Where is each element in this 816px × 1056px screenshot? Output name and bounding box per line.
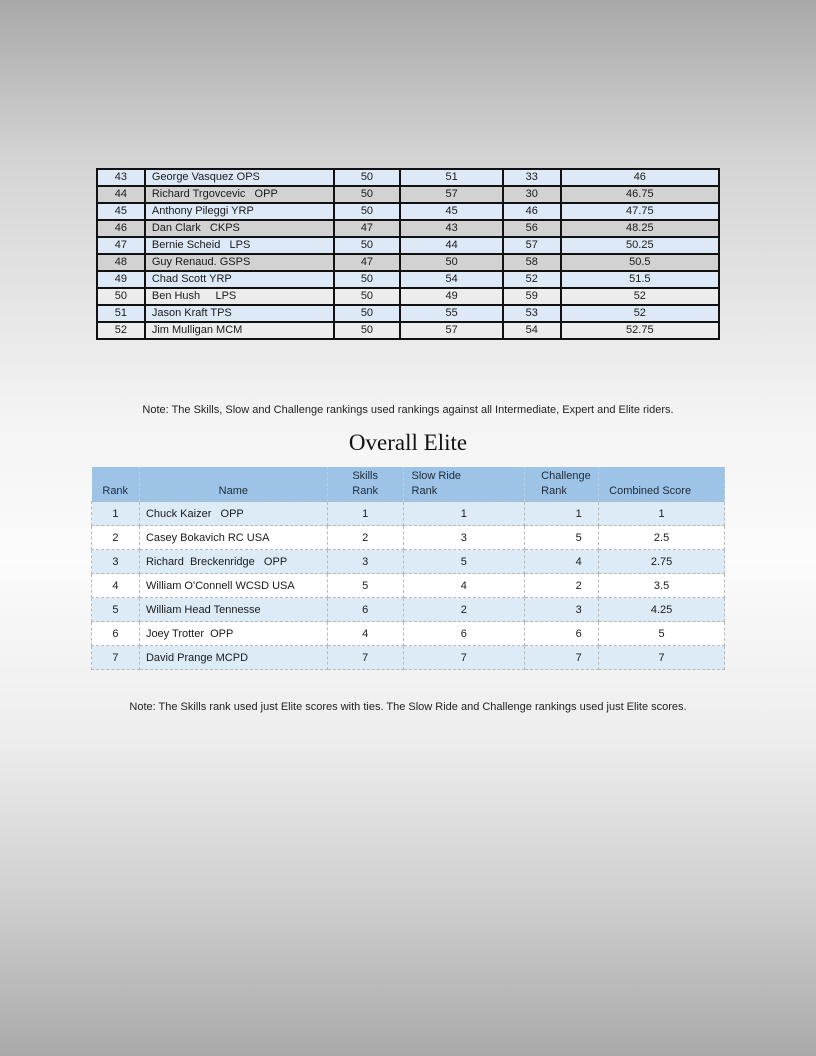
skills-rank-cell: 3 bbox=[327, 550, 403, 574]
table-row bbox=[97, 288, 719, 305]
header-challenge-rank: Challenge Rank bbox=[525, 467, 599, 502]
table-row bbox=[92, 550, 725, 574]
slow-ride-rank-cell: 3 bbox=[403, 526, 525, 550]
table-row bbox=[92, 502, 725, 526]
name-cell: George Vasquez OPS bbox=[145, 169, 334, 186]
slow-ride-cell: 54 bbox=[400, 271, 503, 288]
combined-score-cell: 52 bbox=[561, 288, 719, 305]
rank-cell: 51 bbox=[97, 305, 145, 322]
slow-ride-rank-cell: 6 bbox=[403, 622, 525, 646]
skills-cell: 47 bbox=[334, 220, 401, 237]
rank-cell: 52 bbox=[97, 322, 145, 339]
combined-score-cell: 3.5 bbox=[599, 574, 725, 598]
rank-cell: 50 bbox=[97, 288, 145, 305]
table-row bbox=[92, 598, 725, 622]
slow-ride-rank-cell: 5 bbox=[403, 550, 525, 574]
skills-rank-cell: 4 bbox=[327, 622, 403, 646]
table-row bbox=[92, 526, 725, 550]
rank-cell: 45 bbox=[97, 203, 145, 220]
slow-ride-cell: 51 bbox=[400, 169, 503, 186]
combined-score-cell: 7 bbox=[599, 646, 725, 670]
skills-cell: 50 bbox=[334, 288, 401, 305]
combined-score-cell: 48.25 bbox=[561, 220, 719, 237]
name-cell: Casey Bokavich RC USA bbox=[139, 526, 327, 550]
slow-ride-cell: 45 bbox=[400, 203, 503, 220]
table-row bbox=[92, 574, 725, 598]
challenge-cell: 52 bbox=[503, 271, 561, 288]
combined-score-cell: 50.5 bbox=[561, 254, 719, 271]
combined-score-cell: 46.75 bbox=[561, 186, 719, 203]
challenge-cell: 33 bbox=[503, 169, 561, 186]
challenge-rank-cell: 3 bbox=[525, 598, 599, 622]
overall-elite-table bbox=[91, 467, 725, 670]
name-cell: Joey Trotter OPP bbox=[139, 622, 327, 646]
combined-score-cell: 52.75 bbox=[561, 322, 719, 339]
challenge-cell: 59 bbox=[503, 288, 561, 305]
header-slow-ride-rank: Slow Ride Rank bbox=[403, 467, 525, 502]
name-cell: Guy Renaud. GSPS bbox=[145, 254, 334, 271]
rankings-note: Note: The Skills, Slow and Challenge rankings used rankings against all Intermediate, Expert and Elite riders. bbox=[142, 404, 674, 416]
skills-cell: 50 bbox=[334, 237, 401, 254]
challenge-cell: 53 bbox=[503, 305, 561, 322]
rank-cell: 47 bbox=[97, 237, 145, 254]
combined-score-cell: 4.25 bbox=[599, 598, 725, 622]
combined-score-cell: 2.5 bbox=[599, 526, 725, 550]
name-cell: Jim Mulligan MCM bbox=[145, 322, 334, 339]
rank-cell: 43 bbox=[97, 169, 145, 186]
name-cell: Bernie Scheid LPS bbox=[145, 237, 334, 254]
name-cell: Dan Clark CKPS bbox=[145, 220, 334, 237]
rank-cell: 2 bbox=[92, 526, 140, 550]
skills-rank-cell: 2 bbox=[327, 526, 403, 550]
table-row bbox=[92, 646, 725, 670]
slow-ride-rank-cell: 1 bbox=[403, 502, 525, 526]
slow-ride-cell: 49 bbox=[400, 288, 503, 305]
rank-cell: 7 bbox=[92, 646, 140, 670]
elite-table-header bbox=[92, 467, 725, 502]
combined-score-cell: 2.75 bbox=[599, 550, 725, 574]
table-row bbox=[97, 220, 719, 237]
challenge-cell: 46 bbox=[503, 203, 561, 220]
table-row bbox=[92, 622, 725, 646]
slow-ride-cell: 44 bbox=[400, 237, 503, 254]
skills-cell: 50 bbox=[334, 305, 401, 322]
skills-cell: 50 bbox=[334, 186, 401, 203]
table-row bbox=[97, 305, 719, 322]
slow-ride-cell: 50 bbox=[400, 254, 503, 271]
page-title: Overall Elite bbox=[348, 430, 468, 455]
challenge-rank-cell: 2 bbox=[525, 574, 599, 598]
combined-score-cell: 47.75 bbox=[561, 203, 719, 220]
results-table-body bbox=[97, 169, 719, 339]
header-name: Name bbox=[139, 467, 327, 502]
skills-cell: 47 bbox=[334, 254, 401, 271]
slow-ride-cell: 57 bbox=[400, 186, 503, 203]
name-cell: Anthony Pileggi YRP bbox=[145, 203, 334, 220]
name-cell: Richard Trgovcevic OPP bbox=[145, 186, 334, 203]
table-row bbox=[97, 322, 719, 339]
combined-score-cell: 50.25 bbox=[561, 237, 719, 254]
rank-cell: 44 bbox=[97, 186, 145, 203]
elite-rankings-note: Note: The Skills rank used just Elite scores with ties. The Slow Ride and Challenge rankings used just Elite scores. bbox=[129, 701, 687, 713]
rank-cell: 4 bbox=[92, 574, 140, 598]
table-row bbox=[97, 186, 719, 203]
skills-cell: 50 bbox=[334, 169, 401, 186]
header-rank: Rank bbox=[92, 467, 140, 502]
rank-cell: 6 bbox=[92, 622, 140, 646]
slow-ride-rank-cell: 4 bbox=[403, 574, 525, 598]
challenge-cell: 56 bbox=[503, 220, 561, 237]
slow-ride-rank-cell: 7 bbox=[403, 646, 525, 670]
combined-score-cell: 1 bbox=[599, 502, 725, 526]
challenge-rank-cell: 5 bbox=[525, 526, 599, 550]
table-row bbox=[97, 254, 719, 271]
skills-rank-cell: 1 bbox=[327, 502, 403, 526]
slow-ride-cell: 57 bbox=[400, 322, 503, 339]
skills-rank-cell: 7 bbox=[327, 646, 403, 670]
rank-cell: 5 bbox=[92, 598, 140, 622]
elite-table-body bbox=[92, 502, 725, 670]
name-cell: Jason Kraft TPS bbox=[145, 305, 334, 322]
table-row bbox=[97, 169, 719, 186]
combined-score-cell: 5 bbox=[599, 622, 725, 646]
skills-cell: 50 bbox=[334, 203, 401, 220]
rank-cell: 46 bbox=[97, 220, 145, 237]
name-cell: Ben Hush LPS bbox=[145, 288, 334, 305]
header-skills-rank: Skills Rank bbox=[327, 467, 403, 502]
challenge-rank-cell: 6 bbox=[525, 622, 599, 646]
challenge-rank-cell: 4 bbox=[525, 550, 599, 574]
skills-rank-cell: 6 bbox=[327, 598, 403, 622]
name-cell: William O'Connell WCSD USA bbox=[139, 574, 327, 598]
challenge-rank-cell: 7 bbox=[525, 646, 599, 670]
challenge-rank-cell: 1 bbox=[525, 502, 599, 526]
challenge-cell: 54 bbox=[503, 322, 561, 339]
combined-score-cell: 46 bbox=[561, 169, 719, 186]
name-cell: Chuck Kaizer OPP bbox=[139, 502, 327, 526]
combined-score-cell: 52 bbox=[561, 305, 719, 322]
slow-ride-cell: 43 bbox=[400, 220, 503, 237]
table-row bbox=[97, 203, 719, 220]
slow-ride-rank-cell: 2 bbox=[403, 598, 525, 622]
rank-cell: 49 bbox=[97, 271, 145, 288]
challenge-cell: 58 bbox=[503, 254, 561, 271]
name-cell: David Prange MCPD bbox=[139, 646, 327, 670]
table-row bbox=[97, 237, 719, 254]
results-continuation-table bbox=[96, 168, 720, 340]
name-cell: Richard Breckenridge OPP bbox=[139, 550, 327, 574]
header-combined-score: Combined Score bbox=[599, 467, 725, 502]
rank-cell: 48 bbox=[97, 254, 145, 271]
rank-cell: 3 bbox=[92, 550, 140, 574]
skills-cell: 50 bbox=[334, 322, 401, 339]
skills-rank-cell: 5 bbox=[327, 574, 403, 598]
skills-cell: 50 bbox=[334, 271, 401, 288]
rank-cell: 1 bbox=[92, 502, 140, 526]
name-cell: William Head Tennesse bbox=[139, 598, 327, 622]
combined-score-cell: 51.5 bbox=[561, 271, 719, 288]
challenge-cell: 57 bbox=[503, 237, 561, 254]
challenge-cell: 30 bbox=[503, 186, 561, 203]
table-row bbox=[97, 271, 719, 288]
slow-ride-cell: 55 bbox=[400, 305, 503, 322]
name-cell: Chad Scott YRP bbox=[145, 271, 334, 288]
